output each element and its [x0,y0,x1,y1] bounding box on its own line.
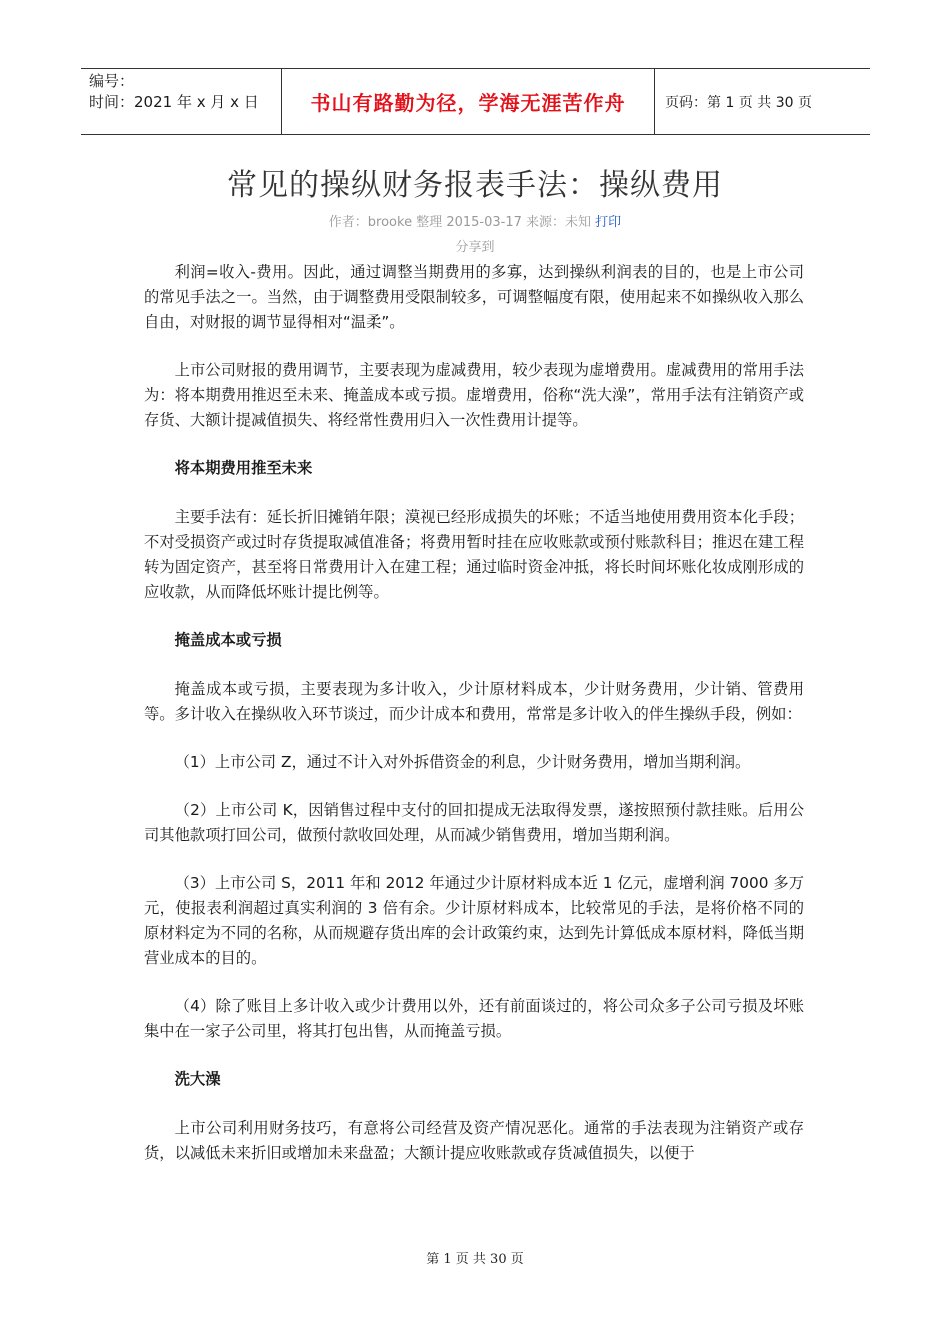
document-number-label: 编号： [89,72,135,90]
body-paragraph: （2）上市公司 K，因销售过程中支付的回扣提成无法取得发票，遂按照预付款挂账。后用公司其他款项打回公司，做预付款收回处理，从而减少销售费用，增加当期利润。 [144,801,804,844]
body-paragraph: （4）除了账目上多计收入或少计费用以外，还有前面谈过的，将公司众多子公司亏损及坏账集中在一家子公司里，将其打包出售，从而掩盖亏损。 [144,997,804,1040]
body-paragraph: 掩盖成本或亏损，主要表现为多计收入，少计原材料成本，少计财务费用，少计销、管费用等。多计收入在操纵收入环节谈过，而少计成本和费用，常常是多计收入的伴生操纵手段，例如： [144,680,804,723]
body-paragraph: 上市公司利用财务技巧，有意将公司经营及资产情况恶化。通常的手法表现为注销资产或存货，以减低未来折旧或增加未来盘盈；大额计提应收账款或存货减值损失，以便于 [144,1119,804,1162]
header-motto: 书山有路勤为径，学海无涯苦作舟 [281,69,655,134]
article-title: 常见的操纵财务报表手法：操纵费用 [227,168,723,203]
article-body [144,260,804,1189]
section-heading: 洗大澡 [174,1070,221,1088]
body-paragraph: 利润=收入-费用。因此，通过调整当期费用的多寡，达到操纵利润表的目的，也是上市公司的常见手法之一。当然，由于调整费用受限制较多，可调整幅度有限，使用起来不如操纵收入那么自由，对财报的调节显得相对“温柔”。 [144,263,804,331]
article-meta [0,211,950,230]
body-paragraph: （1）上市公司 Z，通过不计入对外拆借资金的利息，少计财务费用，增加当期利润。 [174,753,751,771]
section-heading: 将本期费用推至未来 [174,459,313,477]
share-label[interactable]: 分享到 [455,240,495,255]
print-link[interactable]: 打印 [595,215,622,230]
header-page-info: 页码：第 1 页 共 30 页 [665,94,812,111]
section-heading: 掩盖成本或亏损 [174,631,282,649]
header-left-cell [81,69,281,134]
header-table [81,68,870,135]
article-meta-text: 作者：brooke 整理 2015-03-17 来源：未知 [328,215,592,230]
body-paragraph: 上市公司财报的费用调节，主要表现为虚减费用，较少表现为虚增费用。虚减费用的常用手法为：将本期费用推迟至未来、掩盖成本或亏损。虚增费用，俗称“洗大澡”，常用手法有注销资产或存货、大额计提减值损失、将经常性费用归入一次性费用计提等。 [144,361,804,429]
body-paragraph: （3）上市公司 S，2011 年和 2012 年通过少计原材料成本近 1 亿元，虚增利润 7000 多万元，使报表利润超过真实利润的 3 倍有余。少计原材料成本，比较常见的手法，是将价格不同的原材料定为不同的名称，从而规避存货出库的会计政策约束，达到先计算低成本原材料，降低当期营业成本的目的。 [144,874,804,967]
body-paragraph: 主要手法有：延长折旧摊销年限；漠视已经形成损失的坏账；不适当地使用费用资本化手段；不对受损资产或过时存货提取减值准备；将费用暂时挂在应收账款或预付账款科目；推迟在建工程转为固定资产，甚至将日常费用计入在建工程；通过临时资金冲抵，将长时间坏账化妆成刚形成的应收款，从而降低坏账计提比例等。 [144,508,804,601]
document-time-label: 时间：2021 年 x 月 x 日 [89,93,259,111]
page-footer: 第 1 页 共 30 页 [426,1252,524,1267]
